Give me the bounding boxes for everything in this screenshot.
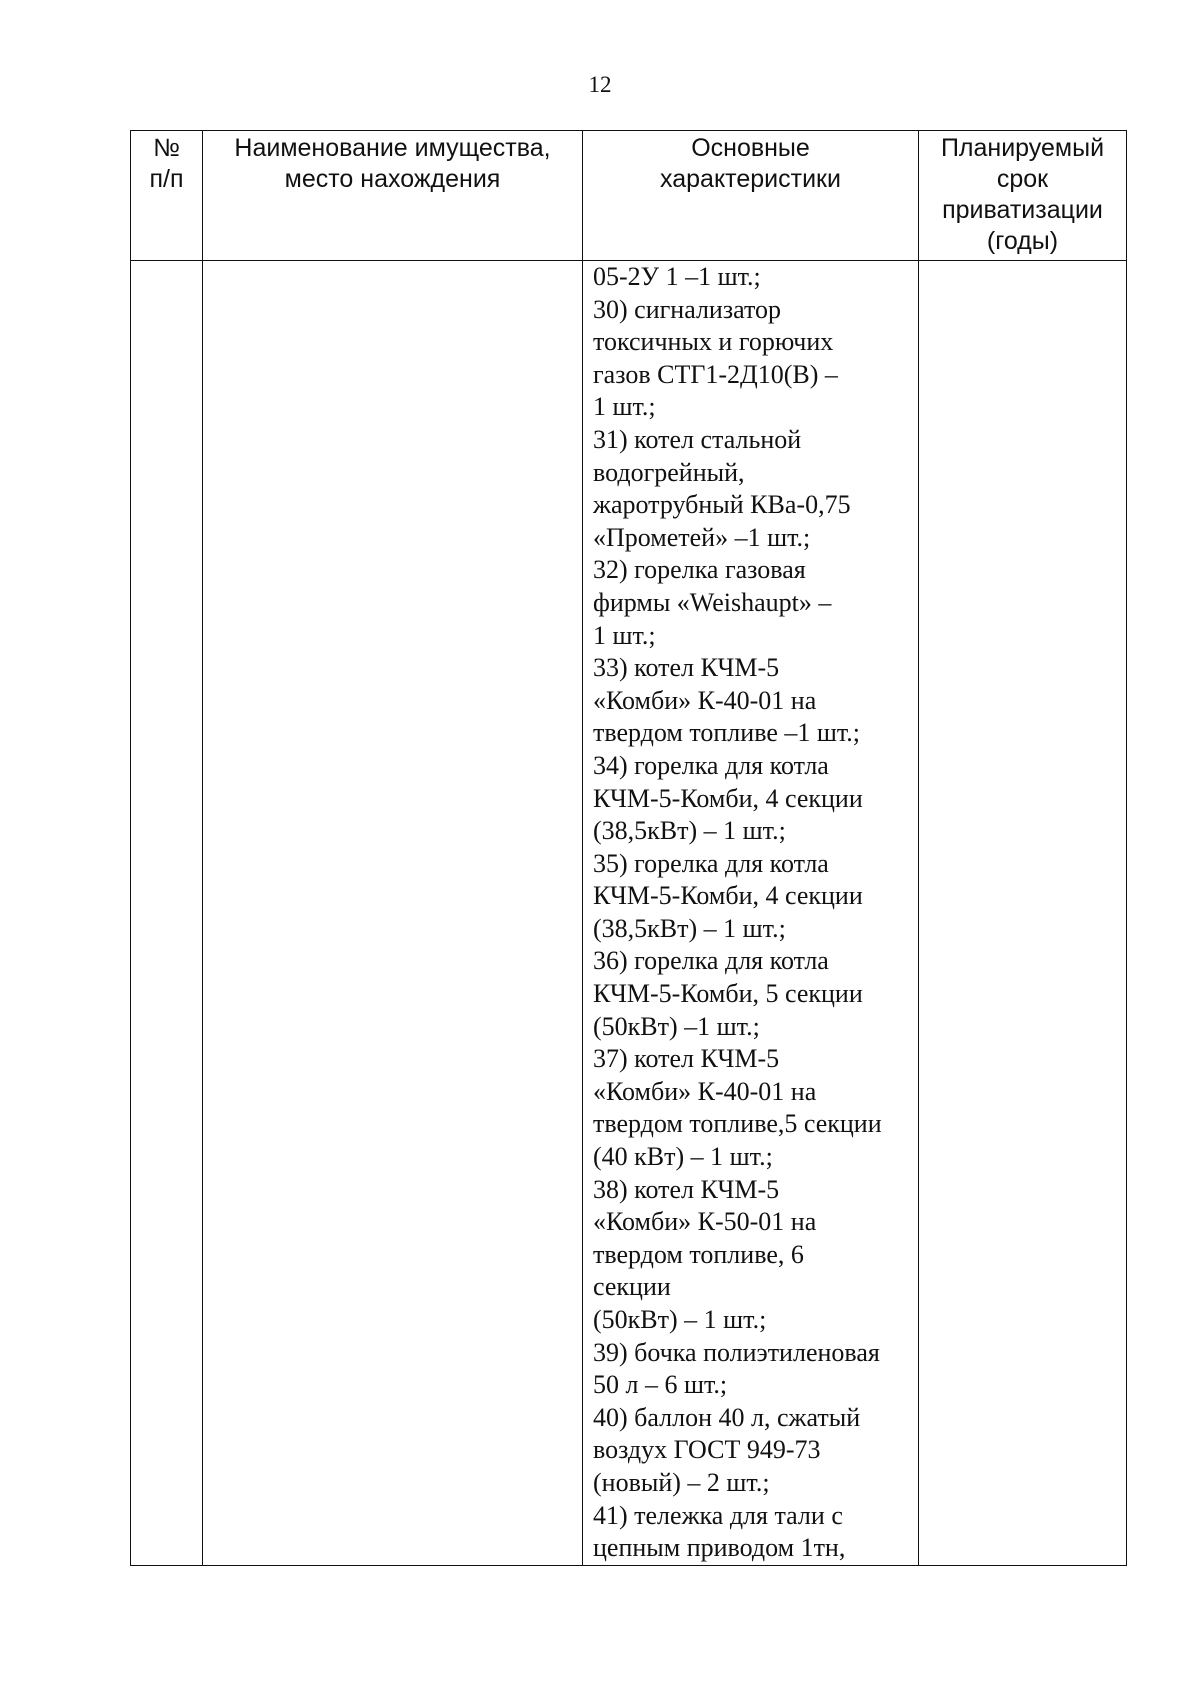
cell-characteristics xyxy=(583,261,919,1566)
characteristics-line: токсичных и горючих xyxy=(593,327,834,357)
header-characteristics-line: характеристики xyxy=(660,165,841,193)
header-number xyxy=(131,131,203,261)
header-number-line: № xyxy=(153,134,180,162)
characteristics-line: КЧМ-5-Комби, 4 секции xyxy=(593,783,863,813)
header-term-line: срок xyxy=(996,165,1049,193)
characteristics-line: 1 шт.; xyxy=(593,620,656,650)
characteristics-line: 41) тележка для тали с xyxy=(593,1500,843,1530)
characteristics-line: 30) сигнализатор xyxy=(593,294,782,324)
characteristics-line: КЧМ-5-Комби, 4 секции xyxy=(593,881,863,911)
characteristics-line: 38) котел КЧМ-5 xyxy=(593,1174,780,1204)
header-characteristics xyxy=(583,131,919,261)
characteristics-line: жаротрубный КВа-0,75 xyxy=(593,490,851,520)
cell-number xyxy=(131,261,203,1566)
characteristics-line: цепным приводом 1тн, xyxy=(593,1533,846,1563)
characteristics-line: воздух ГОСТ 949-73 xyxy=(593,1435,821,1465)
characteristics-line: 31) котел стальной xyxy=(593,424,802,454)
header-term xyxy=(919,131,1127,261)
characteristics-line: «Прометей» –1 шт.; xyxy=(593,522,811,552)
header-characteristics-line: Основные xyxy=(691,134,810,162)
header-name-line: Наименование имущества, xyxy=(234,134,551,162)
characteristics-line: 36) горелка для котла xyxy=(593,946,829,976)
characteristics-line: 37) котел КЧМ-5 xyxy=(593,1044,780,1074)
header-term-line: приватизации xyxy=(942,196,1103,224)
characteristics-line: газов СТГ1-2Д10(В) – xyxy=(593,359,838,389)
characteristics-line: (50кВт) – 1 шт.; xyxy=(593,1305,767,1334)
cell-term xyxy=(919,261,1127,1566)
characteristics-line: твердом топливе, 6 xyxy=(593,1239,804,1269)
table-row xyxy=(131,261,1127,1566)
property-table xyxy=(130,130,1127,1566)
header-number-line: п/п xyxy=(149,165,184,193)
header-term-line: (годы) xyxy=(986,227,1059,255)
characteristics-line: 50 л – 6 шт.; xyxy=(593,1370,728,1400)
characteristics-line: (38,5кВт) – 1 шт.; xyxy=(593,913,786,943)
characteristics-line: 40) баллон 40 л, сжатый xyxy=(593,1402,861,1432)
characteristics-line: 35) горелка для котла xyxy=(593,848,829,878)
characteristics-line: 34) горелка для котла xyxy=(593,750,829,780)
table-header-row xyxy=(131,131,1127,261)
header-term-line: Планируемый xyxy=(940,134,1105,162)
characteristics-line: 32) горелка газовая xyxy=(593,555,806,585)
characteristics-line: 1 шт.; xyxy=(593,392,656,422)
page-number: 12 xyxy=(588,72,612,97)
characteristics-line: твердом топливе –1 шт.; xyxy=(593,718,861,748)
characteristics-line: «Комби» К-40-01 на xyxy=(593,1076,817,1106)
characteristics-line: (50кВт) –1 шт.; xyxy=(593,1011,760,1041)
header-name xyxy=(203,131,583,261)
header-name-line: место нахождения xyxy=(284,165,501,193)
characteristics-line: фирмы «Weishaupt» – xyxy=(593,587,832,617)
characteristics-line: «Комби» К-50-01 на xyxy=(593,1207,817,1237)
characteristics-line: «Комби» К-40-01 на xyxy=(593,685,817,715)
characteristics-line: КЧМ-5-Комби, 5 секции xyxy=(593,979,863,1009)
cell-name xyxy=(203,261,583,1566)
characteristics-line: 05-2У 1 –1 шт.; xyxy=(593,262,761,291)
characteristics-line: водогрейный, xyxy=(593,457,745,487)
characteristics-line: твердом топливе,5 секции xyxy=(593,1109,882,1139)
characteristics-line: (38,5кВт) – 1 шт.; xyxy=(593,816,786,846)
characteristics-line: 33) котел КЧМ-5 xyxy=(593,653,780,683)
characteristics-line: 39) бочка полиэтиленовая xyxy=(593,1337,880,1367)
characteristics-line: секции xyxy=(593,1272,671,1302)
characteristics-line: (новый) – 2 шт.; xyxy=(593,1467,770,1497)
characteristics-line: (40 кВт) – 1 шт.; xyxy=(593,1142,773,1172)
